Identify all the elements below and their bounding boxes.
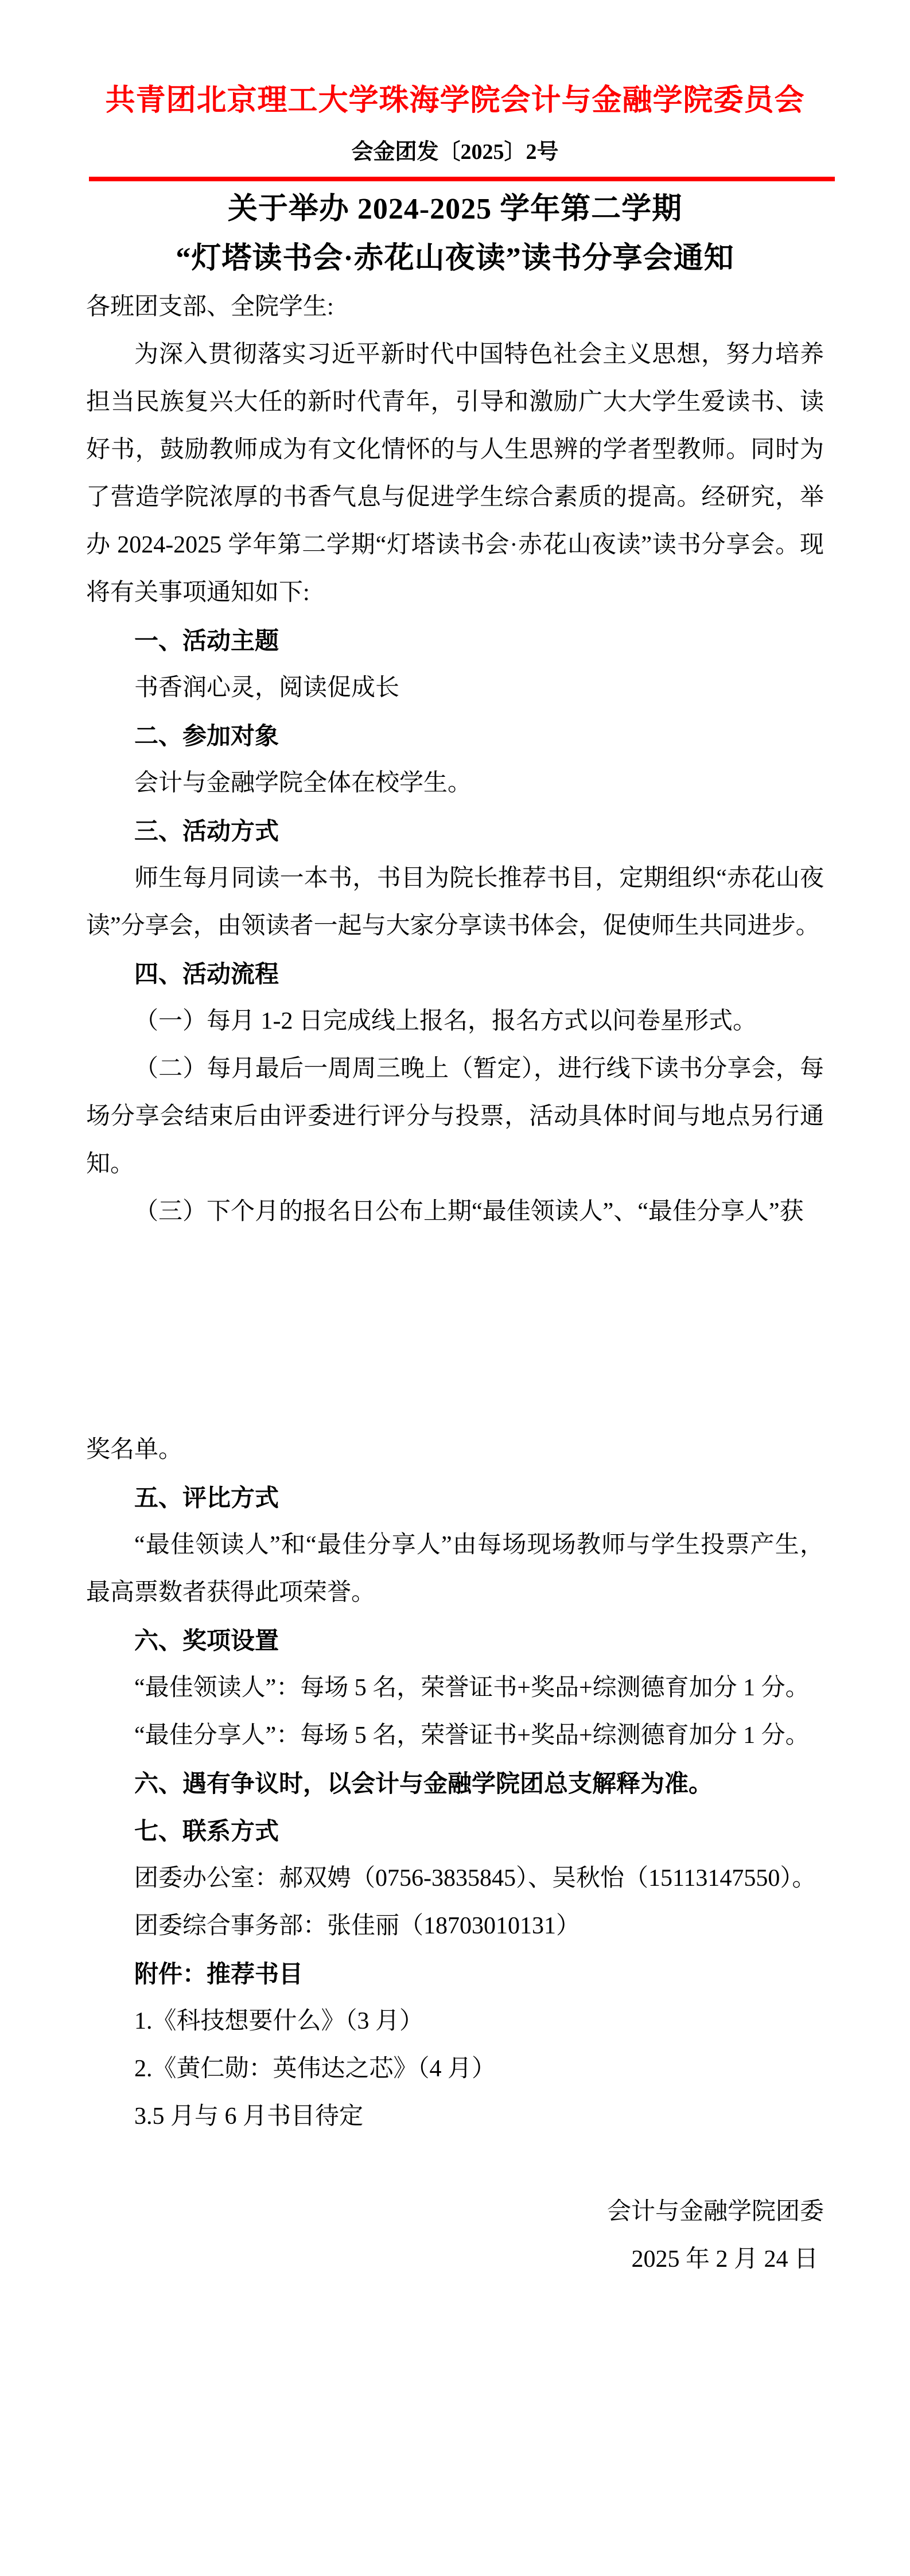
award-item-1: “最佳领读人”：每场 5 名，荣誉证书+奖品+综测德育加分 1 分。 bbox=[134, 1675, 810, 1701]
red-divider bbox=[89, 177, 835, 181]
date: 2025 年 2 月 24 日 bbox=[631, 2246, 818, 2273]
doc-title-line1: 关于举办 2024-2025 学年第二学期 bbox=[227, 193, 683, 225]
salutation: 各班团支部、全院学生: bbox=[86, 294, 334, 320]
heading-evaluation: 五、评比方式 bbox=[134, 1484, 279, 1511]
doc-title bbox=[0, 185, 910, 283]
contact-affairs: 团委综合事务部：张佳丽（18703010131） bbox=[134, 1913, 581, 1939]
heading-activity-theme: 一、活动主题 bbox=[134, 627, 279, 654]
participants-text: 会计与金融学院全体在校学生。 bbox=[134, 770, 472, 796]
signature: 会计与金融学院团委 bbox=[606, 2198, 824, 2225]
attachment-heading: 附件：推荐书目 bbox=[134, 1960, 304, 1987]
org-title: 共青团北京理工大学珠海学院会计与金融学院委员会 bbox=[105, 84, 805, 117]
book-item-3: 3.5 月与 6 月书目待定 bbox=[134, 2103, 364, 2130]
blank-line bbox=[86, 2141, 824, 2188]
award-item-2: “最佳分享人”：每场 5 名，荣誉证书+奖品+综测德育加分 1 分。 bbox=[134, 1722, 810, 1749]
flow-item-3-part2: 奖名单。 bbox=[86, 1437, 183, 1463]
heading-participants: 二、参加对象 bbox=[134, 722, 279, 749]
flow-item-1: （一）每月 1-2 日完成线上报名，报名方式以问卷星形式。 bbox=[134, 1008, 757, 1034]
dispute-note: 六、遇有争议时，以会计与金融学院团总支解释为准。 bbox=[134, 1770, 713, 1797]
book-item-2: 2.《黄仁勋：英伟达之芯》（4 月） bbox=[134, 2056, 496, 2082]
method-paragraph: 师生每月同读一本书，书目为院长推荐书目，定期组织“赤花山夜读”分享会，由领读者一起与大家分享读书体会，促使师生共同进步。 bbox=[86, 865, 824, 939]
heading-activity-method: 三、活动方式 bbox=[134, 818, 279, 845]
heading-activity-flow: 四、活动流程 bbox=[134, 960, 279, 987]
doc-number: 会金团发〔2025〕2号 bbox=[351, 140, 559, 164]
contact-office: 团委办公室：郝双娉（0756-3835845）、吴秋怡（15113147550）。 bbox=[134, 1865, 816, 1892]
evaluation-paragraph: “最佳领读人”和“最佳分享人”由每场现场教师与学生投票产生，最高票数者获得此项荣誉。 bbox=[86, 1532, 824, 1606]
theme-text: 书香润心灵，阅读促成长 bbox=[134, 675, 400, 701]
intro-paragraph: 为深入贯彻落实习近平新时代中国特色社会主义思想，努力培养担当民族复兴大任的新时代青年，引导和激励广大大学生爱读书、读好书，鼓励教师成为有文化情怀的与人生思辨的学者型教师。同时为了营造学院浓厚的书香气息与促进学生综合素质的提高。经研究，举办 2024-2025 学年第二学期“灯塔读书会·赤花山夜读”读书分享会。现将有关事项通知如下: bbox=[86, 341, 824, 606]
heading-awards: 六、奖项设置 bbox=[134, 1627, 279, 1654]
heading-contact: 七、联系方式 bbox=[134, 1818, 279, 1845]
book-item-1: 1.《科技想要什么》（3 月） bbox=[134, 2008, 424, 2034]
flow-item-3-part1: （三）下个月的报名日公布上期“最佳领读人”、“最佳分享人”获 bbox=[134, 1198, 804, 1225]
doc-title-line2: “灯塔读书会·赤花山夜读”读书分享会通知 bbox=[176, 242, 734, 275]
page-break-spacer bbox=[86, 1236, 824, 1426]
document-body bbox=[86, 283, 824, 2283]
flow-item-2: （二）每月最后一周周三晚上（暂定），进行线下读书分享会，每场分享会结束后由评委进行评分与投票，活动具体时间与地点另行通知。 bbox=[86, 1056, 824, 1177]
